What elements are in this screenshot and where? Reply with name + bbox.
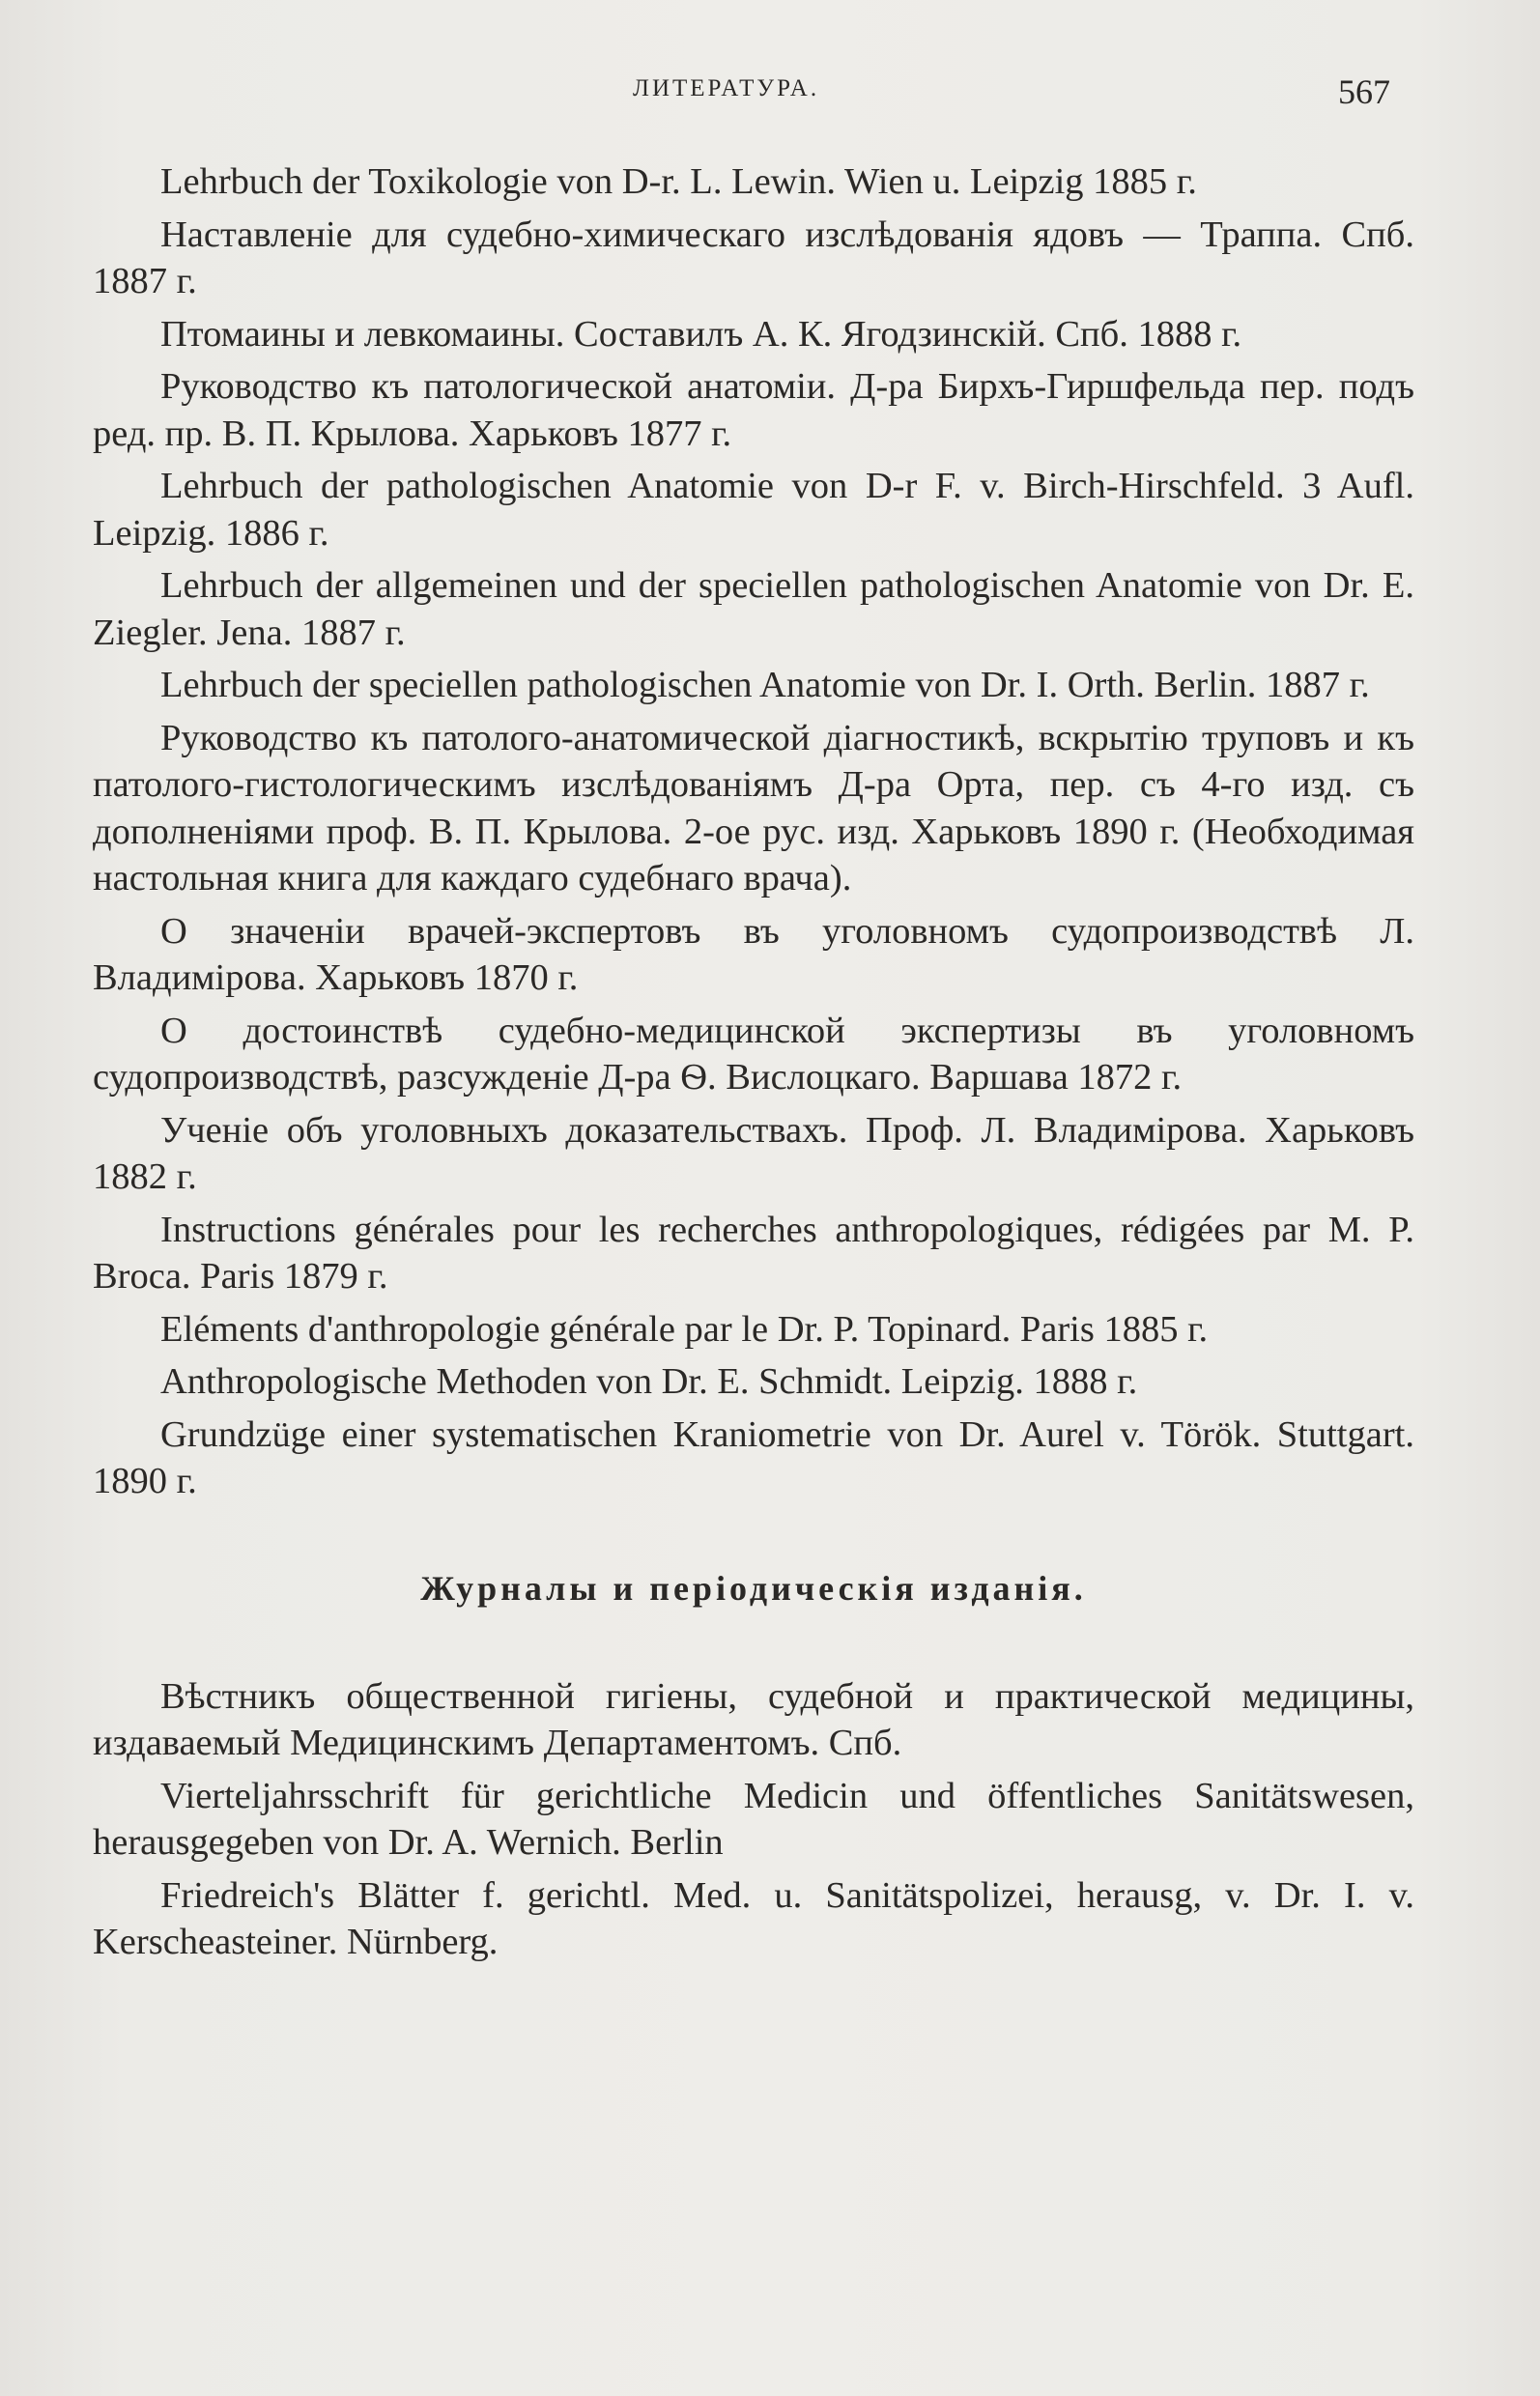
- bibliography-entry: Ученіе объ уголовныхъ доказательствахъ. Проф. Л. Владиміровa. Харьковъ 1882 г.: [93, 1109, 1414, 1197]
- bibliography: [93, 158, 1414, 1972]
- bibliography-entry: Руководство къ патологической анатоміи. Д-ра Бирхъ-Гиршфельда пер. подъ ред. пр. В. П. Крылова. Харьковъ 1877 г.: [93, 366, 1414, 454]
- bibliography-entry: Птомаины и левкомаины. Составилъ А. К. Ягодзинскій. Спб. 1888 г.: [160, 313, 1242, 355]
- section-heading: Журналы и періодическія изданія.: [420, 1568, 1087, 1608]
- bibliography-entry: О значеніи врачей-экспертовъ въ уголовномъ судопроизводствѣ Л. Владиміровa. Харьковъ 1870 г.: [93, 910, 1414, 998]
- bibliography-entry: О достоинствѣ судебно-медицинской экспертизы въ уголовномъ судопроизводствѣ, разсужденіе Д-ра Ѳ. Вислоцкаго. Варшава 1872 г.: [93, 1010, 1414, 1098]
- periodical-entry: Vierteljahrsschrift für gerichtliche Medicin und öffentliches Sanitätswesen, herausgegeben von Dr. A. Wernich. Berlin: [93, 1775, 1414, 1863]
- running-title: ЛИТЕРАТУРА.: [633, 75, 820, 101]
- bibliography-entry: Lehrbuch der Toxikologie von D-r. L. Lewin. Wien u. Leipzig 1885 г.: [160, 161, 1197, 202]
- bibliography-entry: Lehrbuch der allgemeinen und der speciellen pathologischen Anatomie von Dr. E. Ziegler. Jena. 1887 г.: [93, 565, 1414, 653]
- page-number: 567: [1338, 72, 1390, 111]
- bibliography-entry: Наставленіе для судебно-химическаго изслѣдованія ядовъ — Траппа. Спб. 1887 г.: [93, 214, 1414, 301]
- running-head: [0, 72, 1540, 114]
- bibliography-entry: Lehrbuch der pathologischen Anatomie von D-r F. v. Birch-Hirschfeld. 3 Aufl. Leipzig. 1886 г.: [93, 466, 1414, 554]
- periodical-entry: Вѣстникъ общественной гигіены, судебной и практической медицины, издаваемый Медицинскимъ Департаментомъ. Спб.: [93, 1675, 1414, 1763]
- bibliography-entry: Eléments d'anthropologie générale par le Dr. P. Topinard. Paris 1885 г.: [160, 1308, 1209, 1350]
- bibliography-entry: Instructions générales pour les recherches anthropologiques, rédigées par M. P. Broca. Paris 1879 г.: [93, 1209, 1414, 1297]
- bibliography-entry: Lehrbuch der speciellen pathologischen Anatomie von Dr. I. Orth. Berlin. 1887 г.: [160, 665, 1370, 705]
- bibliography-entry: Руководство къ патолого-анатомической діагностикѣ, вскрытію труповъ и къ патолого-гистологическимъ изслѣдованіямъ Д-ра Орта, пер. съ 4-го изд. съ дополненіями проф. В. П. Крылова. 2-ое рус. изд. Харьковъ 1890 г. (Необходимая настольная книга для каждаго судебнаго врача).: [93, 717, 1414, 898]
- bibliography-entry: Grundzüge einer systematischen Kraniometrie von Dr. Aurel v. Török. Stuttgart. 1890 г.: [93, 1413, 1414, 1501]
- bibliography-entry: Anthropologische Methoden von Dr. E. Schmidt. Leipzig. 1888 г.: [160, 1361, 1138, 1402]
- periodical-entry: Friedreich's Blätter f. gerichtl. Med. u. Sanitätspolizei, herausg, v. Dr. I. v. Kerscheasteiner. Nürnberg.: [93, 1874, 1414, 1962]
